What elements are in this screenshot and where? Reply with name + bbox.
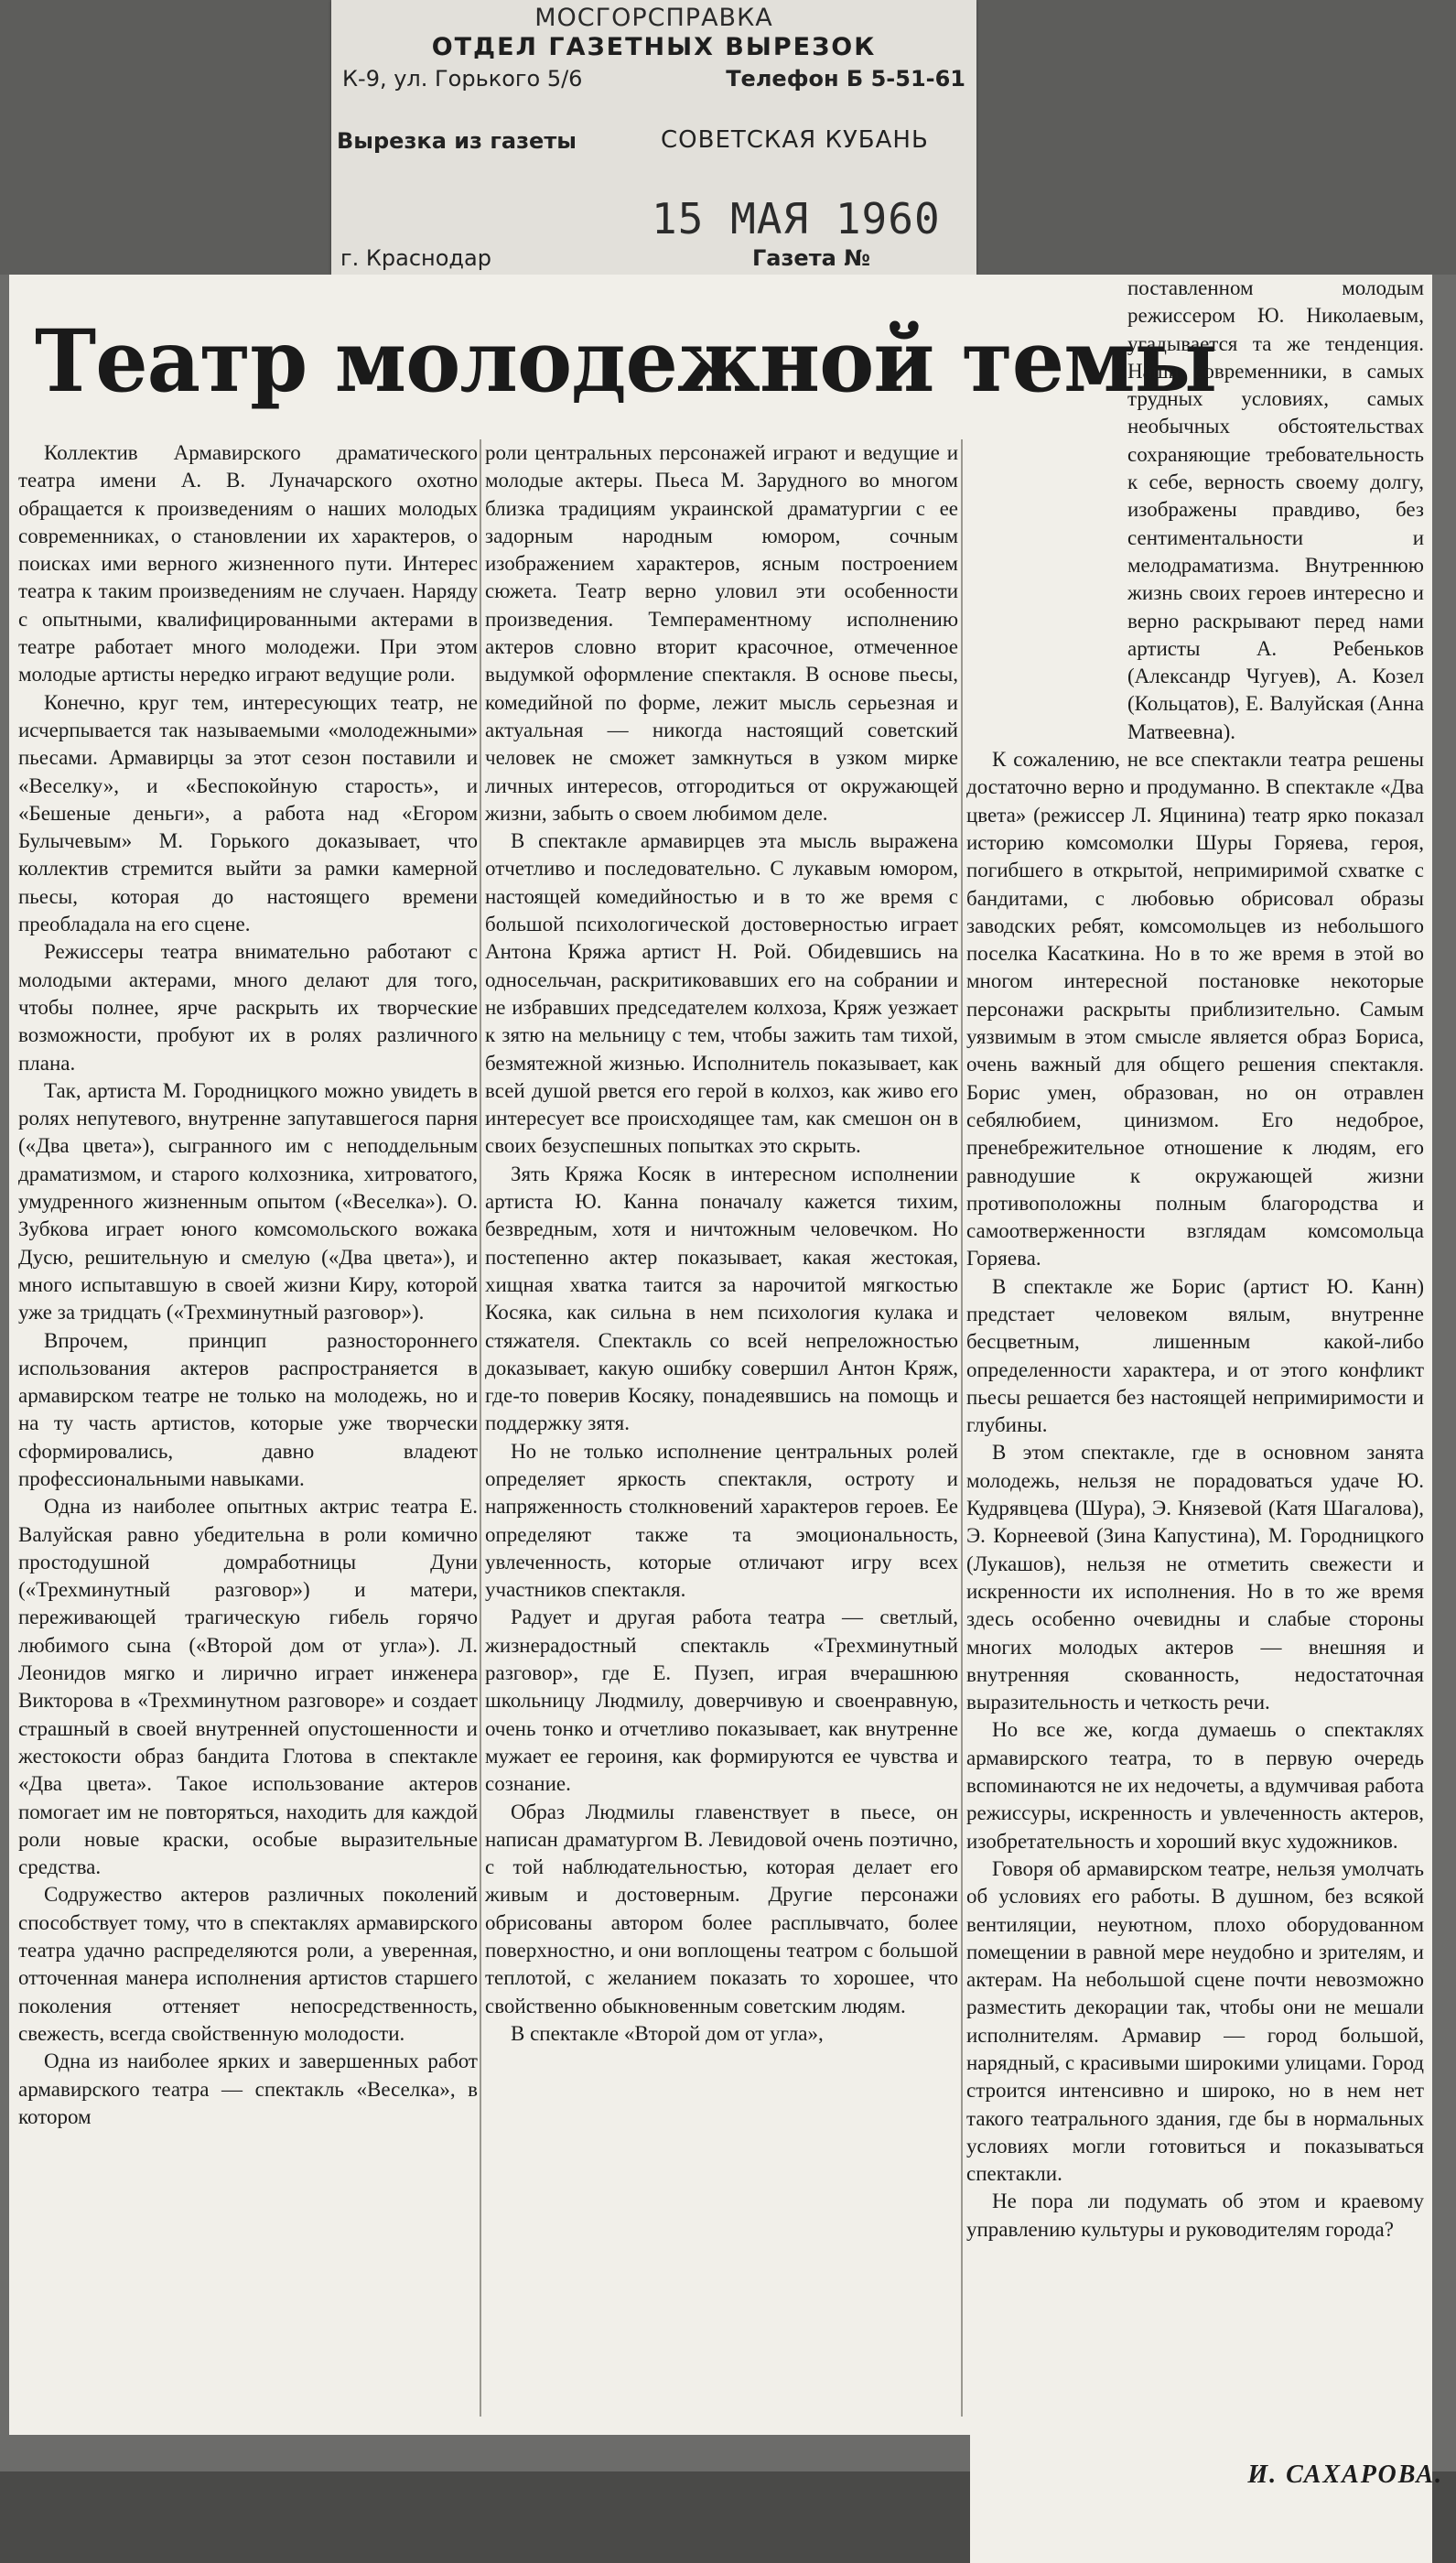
paragraph: В этом спектакле, где в основном занята молодежь, нельзя не порадоваться удаче Ю. Кудрявцева (Шура), Э. Князевой (Катя Шагалова), Э. Корнеевой (Зина Капустина), М. Городницкого (Лукашов), нельзя не отметить свежести и искренности их исполнения. Но в то же время здесь особенно очевидны и слабые стороны многих молодых актеров — внешняя и внутренняя скованность, недостаточная выразительность и четкость речи. — [966, 1441, 1424, 1714]
newspaper-name: СОВЕТСКАЯ КУБАНЬ — [661, 126, 929, 154]
city-label: г. Краснодар — [340, 245, 491, 271]
paragraph: Но все же, когда думаешь о спектаклях армавирского театра, то в первую очередь вспоминаются не их недочеты, а вдумчивая работа режиссуры, искренность и увлеченность актеров, изобретательность и хороший вкус художников. — [966, 1718, 1424, 1853]
column-rule — [480, 439, 481, 2417]
paragraph: Конечно, круг тем, интересующих театр, не исчерпывается так называемыми «молодежными» пьесами. Армавирцы за этот сезон поставили и «Веселку», и «Беспокойную старость», и «Бешеные деньги», а работа над «Егором Булычевым» М. Горького доказывает, что коллектив стремится выйти за рамки камерной пьесы, которая до настоящего времени преобладала на его сцене. — [18, 690, 478, 936]
clipping-tail — [970, 2435, 1432, 2563]
paragraph: Одна из наиболее ярких и завершенных работ армавирского театра — спектакль «Веселка», в котором — [18, 2049, 478, 2128]
paragraph: Зять Кряжа Косяк в интересном исполнении артиста Ю. Канна поначалу кажется тихим, безвредным, хотя и ничтожным человечком. Но постепенно актер показывает, какая жестокая, хищная хватка таится за нарочитой мягкостью Косяка, как сильна в нем психология кулака и стяжателя. Спектакль со всей непреложностью доказывает, какую ошибку совершил Антон Кряж, где-то поверив Косяку, понадеявшись на помощь и поддержку зятя. — [485, 1162, 958, 1435]
paragraph: Впрочем, принцип разностороннего использования актеров распространяется в армавирском театре не только на молодежь, но и на ту часть артистов, которые уже творчески сформировались, давно владеют профессиональными навыками. — [18, 1328, 478, 1490]
article-column-1 — [18, 439, 478, 2131]
paragraph: Не пора ли подумать об этом и краевому управлению культуры и руководителям города? — [966, 2190, 1424, 2241]
paragraph: Образ Людмилы главенствует в пьесе, он написан драматургом В. Левидовой очень поэтично, с той наблюдательностью, которая делает его живым и достоверным. Другие персонажи обрисованы автором более расплывчато, более поверхностно, и они воплощены театром с большой теплотой, с желанием показать то хорошее, что свойственно обыкновенным советским людям. — [485, 1800, 958, 2017]
paragraph: К сожалению, не все спектакли театра решены достаточно верно и продуманно. В спектакле «Два цвета» (режиссер Л. Яцинина) театр ярко показал историю комсомолки Шуры Горяева, героя, погибшего в открытой, непримиримой схватке с бандитами, с любовью обрисовал образы заводских ребят, комсомольцев из небольшого поселка Касаткина. Но в то же время в этой во многом интересной постановке некоторые персонажи раскрыты приблизительно. Самым уязвимым в этом смысле является образ Бориса, очень важный для общего решения спектакля. Борис умен, образован, но он отравлен себялюбием, цинизмом. Его недоброе, пренебрежительное отношение к людям, его равнодушие к окружающей жизни противоположны полным благородства и самоотверженности взглядам комсомольца Горяева. — [966, 748, 1424, 1271]
author-signature: И. САХАРОВА. — [1247, 2460, 1443, 2489]
paragraph: В спектакле армавирцев эта мысль выражена отчетливо и последовательно. С лукавым юмором, настоящей комедийностью и в то же время с большой психологической достоверностью играет Антона Кряжа артист Н. Рой. Обидевшись на односельчан, раскритиковавших его на собрании и не избравших председателем колхоза, Кряж уезжает к зятю на мельницу с тем, чтобы зажить там тихой, безмятежной жизнью. Исполнитель показывает, как всей душой рвется его герой в колхоз, как живо его интересует все происходящее там, как смешон он в своих безуспешных попытках это скрыть. — [485, 829, 958, 1158]
department-name: ОТДЕЛ ГАЗЕТНЫХ ВЫРЕЗОК — [431, 33, 877, 61]
article-headline: Театр молодежной темы — [35, 311, 1217, 412]
article-column-3 — [966, 275, 1424, 2244]
paragraph: Содружество актеров различных поколений способствует тому, что в спектаклях армавирского театра удачно распределяются роли, а уверенная, отточенная манера исполнения артистов старшего поколения оттеняет непосредственность, свежесть, всегда свойственную молодости. — [18, 1883, 478, 2045]
gazeta-number-label: Газета № — [752, 245, 871, 271]
paragraph: Одна из наиболее опытных актрис театра Е. Валуйская равно убедительна в роли комично простодушной домработницы Дуни («Трехминутный разговор») и матери, переживающей трагическую гибель горячо любимого сына («Второй дом от угла»). Л. Леонидов мягко и лирично играет инженера Викторова в «Трехминутном разговоре» и создает страшный в своей внутренней опустошенности и жестокости образ бандита Глотова в спектакле «Два цвета». Такое использование актеров помогает им не повторяться, находить для каждой роли новые краски, особые выразительные средства. — [18, 1495, 478, 1879]
clipping-label: Вырезка из газеты — [337, 128, 577, 154]
paragraph: В спектакле же Борис (артист Ю. Канн) предстает человеком вялым, внутренне бесцветным, лишенным какой-либо определенности характера, и от этого конфликт пьесы решается без настоящей непримиримости и глубины. — [966, 1274, 1424, 1437]
column-rule — [961, 439, 963, 2417]
date-stamp: 15 МАЯ 1960 — [652, 194, 941, 243]
paragraph: В спектакле «Второй дом от угла», — [511, 2021, 824, 2045]
paragraph: Говоря об армавирском театре, нельзя умолчать об условиях его работы. В душном, без всякой вентиляции, неуютном, плохо оборудованном помещении в равной мере неудобно и зрителям, и актерам. На небольшой сцене почти невозможно разместить декорации так, чтобы они не мешали исполнителям. Армавир — город большой, нарядный, с красивыми широкими улицами. Город строится интенсивно и широко, но в нем нет такого театрального здания, где бы в нормальных условиях могли готовиться и показываться спектакли. — [966, 1856, 1424, 2186]
paragraph: роли центральных персонажей играют и ведущие и молодые актеры. Пьеса М. Зарудного во многом близка традициям украинской драматургии с ее задорным народным юмором, сочным изображением характеров, ясным построением сюжета. Театр верно уловил эти особенности произведения. Темпераментному исполнению актеров словно вторит красочное, отмеченное выдумкой оформление спектакля. В основе пьесы, комедийной по форме, лежит мысль серьезная и актуальная — никогда настоящий советский человек не сможет замкнуться в узком мирке личных интересов, отгородиться от окружающей жизни, забыть о своем любимом деле. — [485, 441, 958, 825]
paragraph: Радует и другая работа театра — светлый, жизнерадостный спектакль «Трехминутный разговор», где Е. Пузеп, играя вчерашнюю школьницу Людмилу, доверчивую и своенравную, очень тонко и отчетливо показывает, как внутренне мужает ее героиня, как формируются ее чувства и сознание. — [485, 1606, 958, 1796]
agency-name: МОСГОРСПРАВКА — [534, 4, 773, 32]
paragraph: Так, артиста М. Городницкого можно увидеть в ролях непутевого, внутренне запутавшегося парня («Два цвета»), сыгранного им с неподдельным драматизмом, и старого колхозника, хитроватого, умудренного жизненным опытом («Веселка»). О. Зубкова играет юного комсомольского вожака Дусю, решительную и смелую («Два цвета»), и много испытавшую в своей жизни Киру, которой уже за тридцать («Трехминутный разговор»). — [18, 1078, 478, 1325]
paragraph: поставленном молодым режиссером Ю. Николаевым, угадывается та же тенденция. Наши современники, в самых трудных условиях, самых необычных обстоятельствах сохраняющие требовательность к себе, верность своему долгу, изображены правдиво, без сентиментальности и мелодраматизма. Внутреннюю жизнь своих героев интересно и верно раскрывают перед нами артисты А. Ребеньков (Александр Чугуев), А. Козел (Кольцатов), Е. Валуйская (Анна Матвеевна). — [1127, 276, 1424, 743]
paragraph: Коллектив Армавирского драматического театра имени А. В. Луначарского охотно обращается к произведениям о наших молодых современниках, о становлении их характеров, о поисках ими верного жизненного пути. Интерес театра к таким произведениям не случаен. Наряду с опытными, квалифицированными актерами в театре работает много молодежи. При этом молодые артисты нередко играют ведущие роли. — [18, 441, 478, 687]
paragraph: Но не только исполнение центральных ролей определяет яркость спектакля, остроту и напряженность столкновений характеров героев. Ее определяют также та эмоциональность, увлеченность, которые отличают игру всех участников спектакля. — [485, 1439, 958, 1602]
clipping-agency-slip — [331, 0, 976, 275]
paragraph: Режиссеры театра внимательно работают с молодыми актерами, много делают для того, чтобы полнее, ярче раскрыть их творческие возможности, пробуют их в ролях различного плана. — [18, 940, 478, 1075]
article-column-2 — [485, 439, 958, 2048]
agency-address: К-9, ул. Горького 5/6 — [342, 66, 583, 92]
newspaper-clipping — [9, 275, 1432, 2435]
agency-phone: Телефон Б 5-51-61 — [726, 66, 965, 92]
